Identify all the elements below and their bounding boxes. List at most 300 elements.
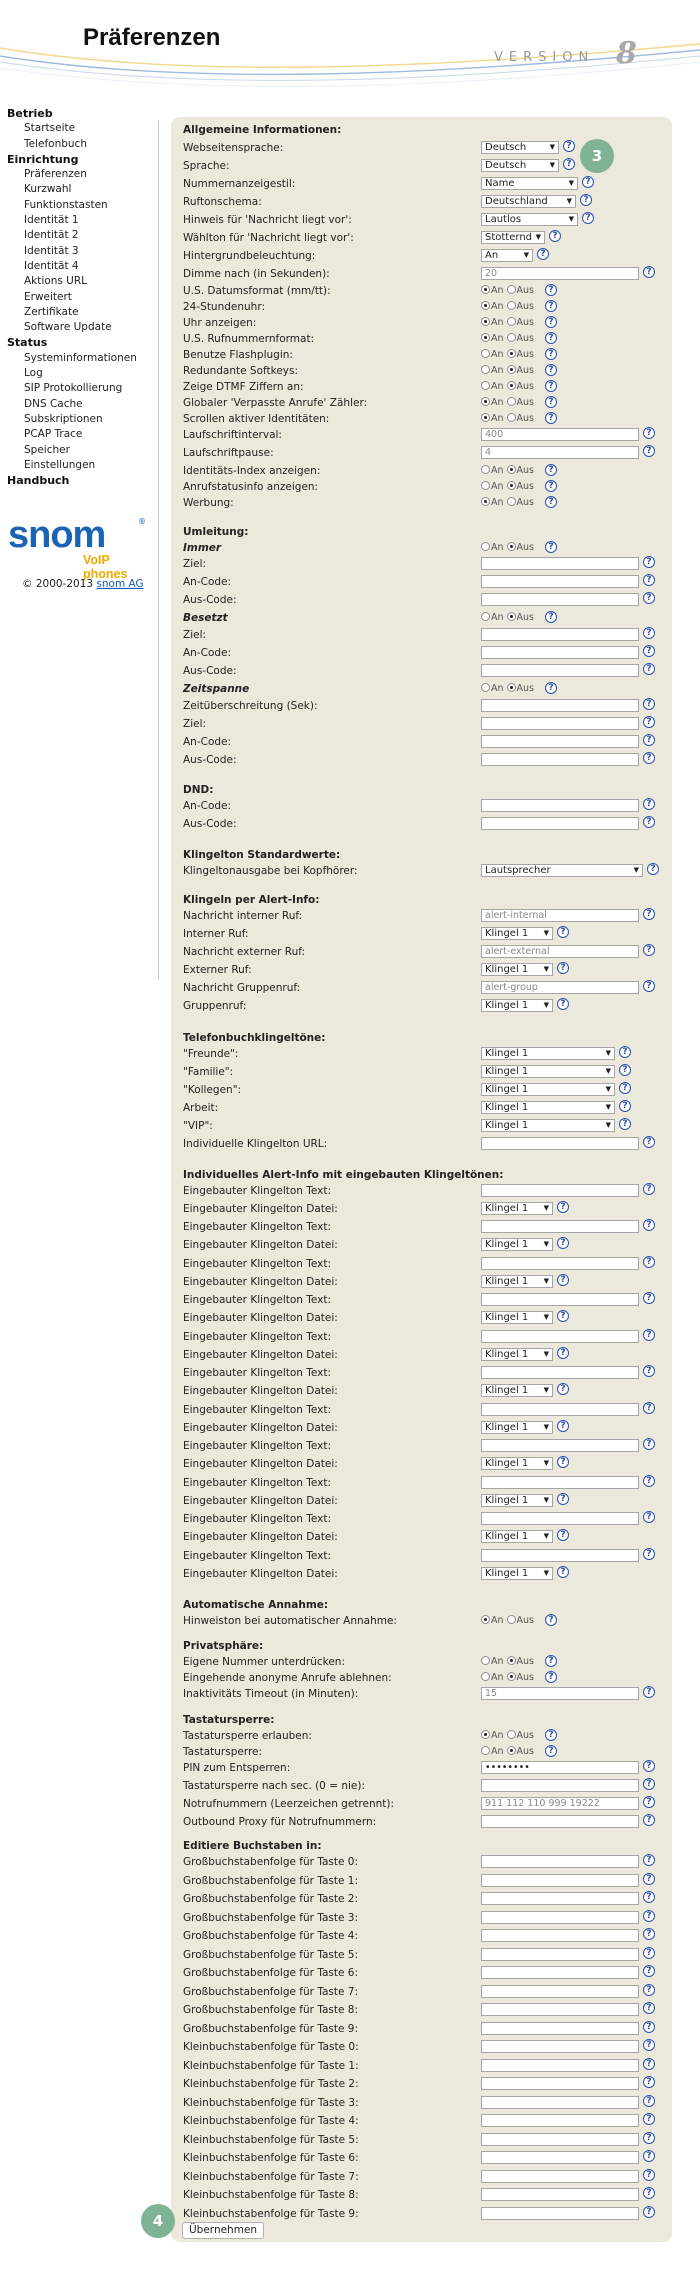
help-icon[interactable]: ?: [643, 752, 655, 764]
help-icon[interactable]: ?: [545, 1655, 557, 1667]
help-icon[interactable]: ?: [537, 248, 549, 260]
help-icon[interactable]: ?: [557, 1347, 569, 1359]
field-label: Wählton für 'Nachricht liegt vor':: [183, 232, 354, 244]
help-icon[interactable]: ?: [643, 1136, 655, 1148]
text-input[interactable]: [481, 717, 639, 730]
help-icon[interactable]: ?: [643, 908, 655, 920]
radio-on[interactable]: [481, 285, 490, 294]
help-icon[interactable]: ?: [557, 998, 569, 1010]
help-icon[interactable]: ?: [643, 1947, 655, 1959]
help-icon[interactable]: ?: [643, 2095, 655, 2107]
help-icon[interactable]: ?: [643, 645, 655, 657]
select-dropdown[interactable]: [481, 195, 576, 208]
text-input[interactable]: [481, 2096, 639, 2109]
radio-on[interactable]: [481, 301, 490, 310]
help-icon[interactable]: ?: [557, 926, 569, 938]
text-input[interactable]: 400: [481, 428, 639, 441]
select-dropdown[interactable]: [481, 1384, 553, 1397]
help-icon[interactable]: ?: [643, 2150, 655, 2162]
radio-off[interactable]: [507, 612, 516, 621]
help-icon[interactable]: ?: [643, 1891, 655, 1903]
field-label: Tastatursperre:: [183, 1746, 263, 1758]
select-dropdown[interactable]: [481, 1530, 553, 1543]
help-icon[interactable]: ?: [643, 427, 655, 439]
text-input[interactable]: [481, 2133, 639, 2146]
sidebar-item-identität-4[interactable]: Identität 4: [24, 259, 79, 272]
select-value: Klingel 1: [485, 1568, 529, 1579]
chevron-down-icon: ▼: [543, 965, 549, 973]
help-icon[interactable]: ?: [557, 1383, 569, 1395]
select-dropdown[interactable]: [481, 177, 578, 190]
radio-on[interactable]: [481, 397, 490, 406]
radio-off[interactable]: [507, 381, 516, 390]
radio-on[interactable]: [481, 365, 490, 374]
help-icon[interactable]: ?: [557, 962, 569, 974]
text-input[interactable]: [481, 646, 639, 659]
help-icon[interactable]: ?: [557, 1493, 569, 1505]
radio-on[interactable]: [481, 333, 490, 342]
help-icon[interactable]: ?: [619, 1082, 631, 1094]
help-icon[interactable]: ?: [643, 2058, 655, 2070]
help-icon[interactable]: ?: [643, 1548, 655, 1560]
text-input[interactable]: [481, 817, 639, 830]
radio-group[interactable]: [481, 481, 534, 493]
radio-on-label: An: [491, 1656, 504, 1667]
radio-off[interactable]: [507, 1615, 516, 1624]
radio-off[interactable]: [507, 365, 516, 374]
text-input[interactable]: 4: [481, 446, 639, 459]
field-label: Nachricht Gruppenruf:: [183, 982, 301, 994]
chevron-down-icon: ▼: [543, 1350, 549, 1358]
select-dropdown[interactable]: [481, 927, 553, 940]
help-icon[interactable]: ?: [545, 1671, 557, 1683]
field-label: Zeitüberschreitung (Sek):: [183, 700, 318, 712]
help-icon[interactable]: ?: [557, 1529, 569, 1541]
sidebar-item-identität-1[interactable]: Identität 1: [24, 214, 79, 227]
snom-ag-link[interactable]: snom AG: [96, 578, 144, 590]
section-heading: DND:: [183, 784, 214, 796]
text-input[interactable]: 15: [481, 1687, 639, 1700]
radio-group[interactable]: [481, 381, 534, 393]
select-dropdown[interactable]: [481, 1494, 553, 1507]
radio-off[interactable]: [507, 301, 516, 310]
text-input[interactable]: [481, 1366, 639, 1379]
help-icon[interactable]: ?: [643, 2169, 655, 2181]
help-icon[interactable]: ?: [643, 627, 655, 639]
text-input[interactable]: [481, 2114, 639, 2127]
text-input[interactable]: [481, 628, 639, 641]
help-icon[interactable]: ?: [545, 541, 557, 553]
select-dropdown[interactable]: [481, 249, 533, 262]
select-dropdown[interactable]: [481, 1083, 615, 1096]
field-label: Laufschriftpause:: [183, 447, 274, 459]
sidebar-divider: [158, 120, 159, 980]
text-input[interactable]: [481, 1966, 639, 1979]
help-icon[interactable]: ?: [643, 1965, 655, 1977]
radio-on-label: An: [491, 381, 504, 392]
select-dropdown[interactable]: [481, 1421, 553, 1434]
select-dropdown[interactable]: [481, 159, 559, 172]
radio-on[interactable]: [481, 481, 490, 490]
select-dropdown[interactable]: [481, 1101, 615, 1114]
radio-group[interactable]: [481, 1672, 534, 1684]
select-dropdown[interactable]: [481, 1119, 615, 1132]
radio-on[interactable]: [481, 349, 490, 358]
help-icon[interactable]: ?: [643, 2132, 655, 2144]
logo-registered-mark: ®: [138, 517, 146, 526]
radio-off[interactable]: [507, 333, 516, 342]
text-input[interactable]: [481, 1892, 639, 1905]
radio-on[interactable]: [481, 683, 490, 692]
radio-group[interactable]: [481, 365, 534, 377]
help-icon[interactable]: ?: [643, 1329, 655, 1341]
help-icon[interactable]: ?: [643, 1873, 655, 1885]
help-icon[interactable]: ?: [545, 480, 557, 492]
text-input[interactable]: [481, 1911, 639, 1924]
help-icon[interactable]: ?: [643, 1686, 655, 1698]
help-icon[interactable]: ?: [643, 1778, 655, 1790]
help-icon[interactable]: ?: [545, 412, 557, 424]
text-input[interactable]: [481, 557, 639, 570]
radio-group[interactable]: [481, 612, 534, 624]
text-input[interactable]: [481, 1874, 639, 1887]
help-icon[interactable]: ?: [643, 2039, 655, 2051]
radio-group[interactable]: [481, 317, 534, 329]
help-icon[interactable]: ?: [643, 592, 655, 604]
help-icon[interactable]: ?: [643, 2002, 655, 2014]
help-icon[interactable]: ?: [643, 1511, 655, 1523]
field-label: Laufschriftinterval:: [183, 429, 282, 441]
help-icon[interactable]: ?: [643, 663, 655, 675]
sidebar-section: Einrichtung: [7, 152, 79, 166]
text-input[interactable]: [481, 1549, 639, 1562]
help-icon[interactable]: ?: [643, 1928, 655, 1940]
text-input[interactable]: [481, 735, 639, 748]
select-dropdown[interactable]: [481, 1567, 553, 1580]
text-input[interactable]: [481, 2059, 639, 2072]
help-icon[interactable]: ?: [643, 1292, 655, 1304]
sidebar-item-erweitert[interactable]: Erweitert: [24, 290, 72, 303]
field-label: Eingebauter Klingelton Datei:: [183, 1422, 338, 1434]
radio-group[interactable]: [481, 333, 534, 345]
radio-on[interactable]: [481, 381, 490, 390]
radio-group[interactable]: [481, 413, 534, 425]
text-input[interactable]: [481, 1293, 639, 1306]
help-icon[interactable]: ?: [643, 716, 655, 728]
help-icon[interactable]: ?: [545, 396, 557, 408]
sidebar-item-systeminformationen[interactable]: Systeminformationen: [24, 351, 137, 364]
text-input[interactable]: [481, 2077, 639, 2090]
help-icon[interactable]: ?: [619, 1100, 631, 1112]
help-icon[interactable]: ?: [643, 2113, 655, 2125]
sidebar-item-funktionstasten[interactable]: Funktionstasten: [24, 198, 108, 211]
radio-off[interactable]: [507, 1746, 516, 1755]
text-input[interactable]: [481, 2040, 639, 2053]
help-icon[interactable]: ?: [643, 2021, 655, 2033]
help-icon[interactable]: ?: [557, 1274, 569, 1286]
help-icon[interactable]: ?: [643, 2187, 655, 2199]
sidebar-item-software-update[interactable]: Software Update: [24, 321, 112, 334]
text-input[interactable]: [481, 2151, 639, 2164]
help-icon[interactable]: ?: [643, 1796, 655, 1808]
help-icon[interactable]: ?: [643, 1760, 655, 1772]
help-icon[interactable]: ?: [557, 1456, 569, 1468]
help-icon[interactable]: ?: [643, 1256, 655, 1268]
field-label: Scrollen aktiver Identitäten:: [183, 413, 330, 425]
radio-off[interactable]: [507, 349, 516, 358]
radio-on[interactable]: [481, 497, 490, 506]
help-icon[interactable]: ?: [643, 1814, 655, 1826]
radio-on[interactable]: [481, 317, 490, 326]
help-icon[interactable]: ?: [549, 230, 561, 242]
help-icon[interactable]: ?: [643, 556, 655, 568]
text-input[interactable]: [481, 799, 639, 812]
help-icon[interactable]: ?: [545, 1745, 557, 1757]
radio-on[interactable]: [481, 1615, 490, 1624]
help-icon[interactable]: ?: [619, 1118, 631, 1130]
help-icon[interactable]: ?: [557, 1237, 569, 1249]
radio-on-label: An: [491, 542, 504, 553]
radio-on[interactable]: [481, 612, 490, 621]
help-icon[interactable]: ?: [545, 496, 557, 508]
text-input[interactable]: [481, 699, 639, 712]
help-icon[interactable]: ?: [643, 1984, 655, 1996]
sidebar-item-aktions-url[interactable]: Aktions URL: [24, 275, 88, 288]
radio-group[interactable]: [481, 497, 534, 509]
radio-group[interactable]: [481, 397, 534, 409]
text-input[interactable]: ••••••••: [481, 1761, 639, 1774]
text-input[interactable]: [481, 1779, 639, 1792]
text-input[interactable]: 911 112 110 999 19222: [481, 1797, 639, 1810]
help-icon[interactable]: ?: [643, 1910, 655, 1922]
radio-off[interactable]: [507, 683, 516, 692]
help-icon[interactable]: ?: [643, 266, 655, 278]
select-value: Klingel 1: [485, 1000, 529, 1011]
help-icon[interactable]: ?: [563, 158, 575, 170]
field-label: Großbuchstabenfolge für Taste 6:: [183, 1967, 359, 1979]
text-input[interactable]: alert-external: [481, 945, 639, 958]
radio-off[interactable]: [507, 542, 516, 551]
field-label: Kleinbuchstabenfolge für Taste 8:: [183, 2189, 359, 2201]
radio-on[interactable]: [481, 1746, 490, 1755]
sidebar-item-sip-protokollierung[interactable]: SIP Protokollierung: [24, 382, 123, 395]
help-icon[interactable]: ?: [643, 1402, 655, 1414]
select-dropdown[interactable]: [481, 1275, 553, 1288]
text-input[interactable]: [481, 1403, 639, 1416]
text-input[interactable]: [481, 2003, 639, 2016]
field-label: Kleinbuchstabenfolge für Taste 1:: [183, 2060, 359, 2072]
snom-logo: [8, 514, 153, 581]
sidebar-item-zertifikate[interactable]: Zertifikate: [24, 305, 79, 318]
help-icon[interactable]: ?: [643, 2206, 655, 2218]
help-icon[interactable]: ?: [545, 364, 557, 376]
text-input[interactable]: [481, 1476, 639, 1489]
help-icon[interactable]: ?: [643, 1183, 655, 1195]
help-icon[interactable]: ?: [582, 212, 594, 224]
radio-group[interactable]: [481, 285, 534, 297]
help-icon[interactable]: ?: [545, 380, 557, 392]
field-label: Eingebauter Klingelton Datei:: [183, 1239, 338, 1251]
text-input[interactable]: [481, 2022, 639, 2035]
text-input[interactable]: [481, 1184, 639, 1197]
radio-on[interactable]: [481, 465, 490, 474]
help-icon[interactable]: ?: [643, 816, 655, 828]
text-input[interactable]: [481, 1439, 639, 1452]
sidebar-item-einstellungen[interactable]: Einstellungen: [24, 458, 96, 471]
radio-group[interactable]: [481, 349, 534, 361]
radio-group[interactable]: [481, 683, 534, 695]
select-value: Klingel 1: [485, 1102, 529, 1113]
text-input[interactable]: [481, 2170, 639, 2183]
select-value: Klingel 1: [485, 1084, 529, 1095]
radio-group[interactable]: [481, 542, 534, 554]
apply-button[interactable]: Übernehmen: [182, 2222, 264, 2239]
select-dropdown[interactable]: [481, 1238, 553, 1251]
text-input[interactable]: [481, 1330, 639, 1343]
text-input[interactable]: [481, 2188, 639, 2201]
radio-group[interactable]: [481, 1656, 534, 1668]
subsection-label: Besetzt: [183, 612, 228, 624]
help-icon[interactable]: ?: [643, 798, 655, 810]
text-input[interactable]: alert-group: [481, 981, 639, 994]
text-input[interactable]: [481, 1257, 639, 1270]
help-icon[interactable]: ?: [643, 944, 655, 956]
radio-group[interactable]: [481, 1746, 534, 1758]
text-input[interactable]: [481, 1137, 639, 1150]
help-icon[interactable]: ?: [563, 140, 575, 152]
select-dropdown[interactable]: [481, 963, 553, 976]
text-input[interactable]: [481, 664, 639, 677]
text-input[interactable]: alert-internal: [481, 909, 639, 922]
radio-off[interactable]: [507, 397, 516, 406]
field-label: Großbuchstabenfolge für Taste 4:: [183, 1930, 359, 1942]
help-icon[interactable]: ?: [545, 1729, 557, 1741]
field-label: Ruftonschema:: [183, 196, 262, 208]
sidebar-item-kurzwahl[interactable]: Kurzwahl: [24, 183, 72, 196]
radio-off[interactable]: [507, 481, 516, 490]
help-icon[interactable]: ?: [619, 1064, 631, 1076]
help-icon[interactable]: ?: [545, 332, 557, 344]
help-icon[interactable]: ?: [545, 348, 557, 360]
sidebar-item-identität-3[interactable]: Identität 3: [24, 244, 79, 257]
section-heading: Privatsphäre:: [183, 1640, 264, 1652]
text-input[interactable]: [481, 1220, 639, 1233]
select-dropdown[interactable]: [481, 999, 553, 1012]
help-icon[interactable]: ?: [643, 1219, 655, 1231]
help-icon[interactable]: ?: [557, 1420, 569, 1432]
text-input[interactable]: [481, 1948, 639, 1961]
help-icon[interactable]: ?: [643, 1438, 655, 1450]
radio-off[interactable]: [507, 285, 516, 294]
text-input[interactable]: [481, 1929, 639, 1942]
sidebar-item-speicher[interactable]: Speicher: [24, 443, 70, 456]
help-icon[interactable]: ?: [643, 1475, 655, 1487]
help-icon[interactable]: ?: [545, 300, 557, 312]
select-dropdown[interactable]: [481, 1457, 553, 1470]
text-input[interactable]: [481, 1815, 639, 1828]
radio-on[interactable]: [481, 1730, 490, 1739]
help-icon[interactable]: ?: [643, 574, 655, 586]
select-dropdown[interactable]: [481, 1348, 553, 1361]
help-icon[interactable]: ?: [545, 316, 557, 328]
select-dropdown[interactable]: [481, 1202, 553, 1215]
sidebar-item-telefonbuch[interactable]: Telefonbuch: [24, 137, 87, 150]
radio-on[interactable]: [481, 542, 490, 551]
radio-off[interactable]: [507, 317, 516, 326]
text-input[interactable]: [481, 1855, 639, 1868]
radio-off[interactable]: [507, 1672, 516, 1681]
radio-group[interactable]: [481, 301, 534, 313]
help-icon[interactable]: ?: [647, 863, 659, 875]
help-icon[interactable]: ?: [545, 611, 557, 623]
help-icon[interactable]: ?: [557, 1310, 569, 1322]
help-icon[interactable]: ?: [557, 1566, 569, 1578]
radio-on[interactable]: [481, 413, 490, 422]
subsection-label: Zeitspanne: [183, 683, 250, 695]
radio-off[interactable]: [507, 1730, 516, 1739]
sidebar-item-präferenzen[interactable]: Präferenzen: [24, 168, 87, 181]
select-dropdown[interactable]: [481, 1065, 615, 1078]
sidebar-item-subskriptionen[interactable]: Subskriptionen: [24, 412, 103, 425]
text-input[interactable]: [481, 1985, 639, 1998]
select-dropdown[interactable]: [481, 864, 643, 877]
select-dropdown[interactable]: [481, 213, 578, 226]
radio-off[interactable]: [507, 413, 516, 422]
radio-off[interactable]: [507, 465, 516, 474]
help-icon[interactable]: ?: [582, 176, 594, 188]
help-icon[interactable]: ?: [545, 682, 557, 694]
text-input[interactable]: [481, 1512, 639, 1525]
help-icon[interactable]: ?: [643, 698, 655, 710]
select-dropdown[interactable]: [481, 231, 545, 244]
select-dropdown[interactable]: [481, 1047, 615, 1060]
help-icon[interactable]: ?: [643, 980, 655, 992]
help-icon[interactable]: ?: [557, 1201, 569, 1213]
help-icon[interactable]: ?: [580, 194, 592, 206]
radio-group[interactable]: [481, 1730, 534, 1742]
help-icon[interactable]: ?: [545, 1614, 557, 1626]
sidebar-item-log[interactable]: Log: [24, 367, 43, 380]
help-icon[interactable]: ?: [643, 734, 655, 746]
sidebar-item-dns-cache[interactable]: DNS Cache: [24, 397, 83, 410]
text-input[interactable]: [481, 753, 639, 766]
help-icon[interactable]: ?: [643, 2076, 655, 2088]
sidebar-item-identität-2[interactable]: Identität 2: [24, 229, 79, 242]
help-icon[interactable]: ?: [643, 445, 655, 457]
help-icon[interactable]: ?: [643, 1365, 655, 1377]
radio-on[interactable]: [481, 1656, 490, 1665]
radio-off[interactable]: [507, 497, 516, 506]
text-input[interactable]: [481, 575, 639, 588]
text-input[interactable]: 20: [481, 267, 639, 280]
help-icon[interactable]: ?: [545, 464, 557, 476]
text-input[interactable]: [481, 593, 639, 606]
select-dropdown[interactable]: [481, 141, 559, 154]
radio-group[interactable]: [481, 465, 534, 477]
help-icon[interactable]: ?: [545, 284, 557, 296]
help-icon[interactable]: ?: [643, 1854, 655, 1866]
sidebar-item-pcap-trace[interactable]: PCAP Trace: [24, 428, 83, 441]
field-label: Großbuchstabenfolge für Taste 9:: [183, 2023, 359, 2035]
radio-group[interactable]: [481, 1615, 534, 1627]
radio-off[interactable]: [507, 1656, 516, 1665]
select-dropdown[interactable]: [481, 1311, 553, 1324]
help-icon[interactable]: ?: [619, 1046, 631, 1058]
radio-on[interactable]: [481, 1672, 490, 1681]
text-input[interactable]: [481, 2207, 639, 2220]
radio-on-label: An: [491, 1672, 504, 1683]
sidebar-item-startseite[interactable]: Startseite: [24, 122, 76, 135]
